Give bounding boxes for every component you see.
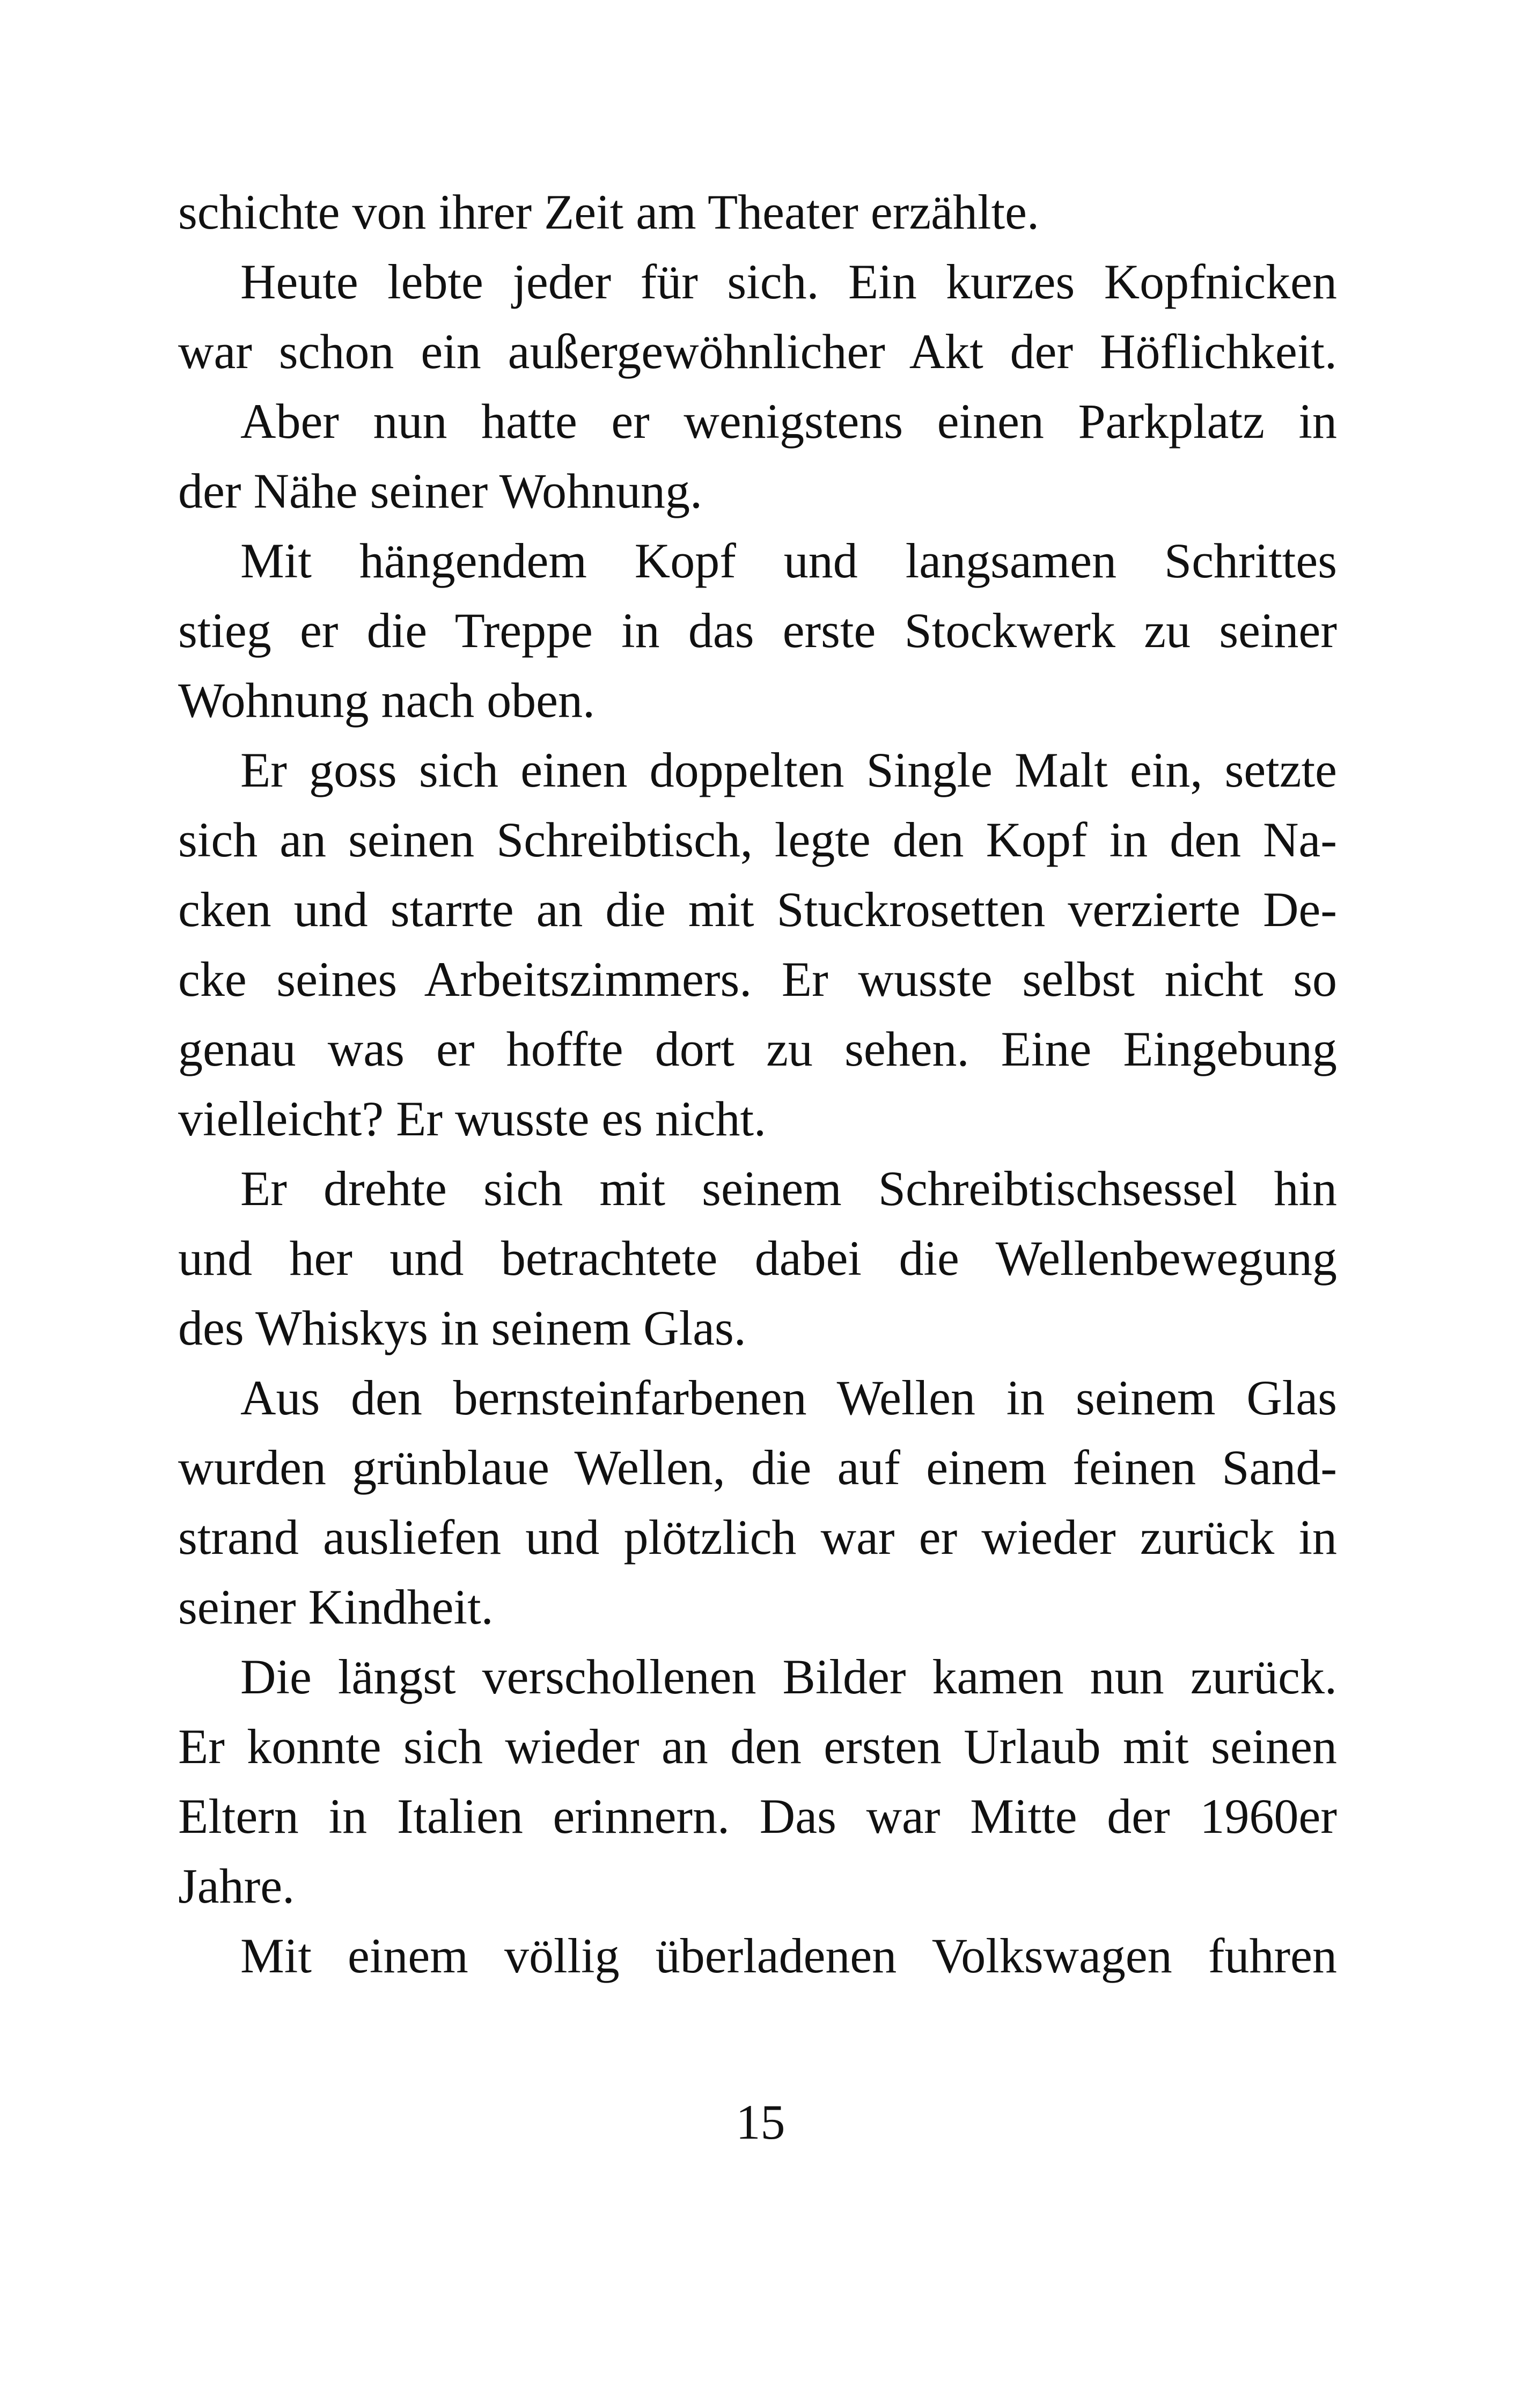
text-line: cke seines Arbeitszimmers. Er wusste selbst nicht so (178, 952, 1337, 1007)
text-line: des Whiskys in seinem Glas. (178, 1301, 746, 1355)
text-line: Eltern in Italien erinnern. Das war Mitte der 1960er (178, 1789, 1337, 1844)
text-line: Die längst verschollenen Bilder kamen nun zurück. (240, 1649, 1337, 1704)
text-line: Heute lebte jeder für sich. Ein kurzes Kopfnicken (240, 254, 1337, 309)
text-line: cken und starrte an die mit Stuckrosetten verzierte De- (178, 882, 1337, 937)
text-line: schichte von ihrer Zeit am Theater erzählte. (178, 185, 1039, 239)
text-line: Wohnung nach oben. (178, 673, 595, 728)
text-line: sich an seinen Schreibtisch, legte den Kopf in den Na- (178, 812, 1337, 867)
text-line: stieg er die Treppe in das erste Stockwerk zu seiner (178, 603, 1337, 658)
text-line: strand ausliefen und plötzlich war er wieder zurück in (178, 1510, 1337, 1565)
text-line: und her und betrachtete dabei die Wellenbewegung (178, 1231, 1337, 1286)
text-line: Mit einem völlig überladenen Volkswagen fuhren (240, 1928, 1337, 1983)
text-line: Aus den bernsteinfarbenen Wellen in seinem Glas (240, 1370, 1337, 1425)
text-line: der Nähe seiner Wohnung. (178, 464, 703, 518)
text-line: Er goss sich einen doppelten Single Malt ein, setzte (240, 743, 1337, 797)
text-line: Aber nun hatte er wenigstens einen Parkplatz in (240, 394, 1337, 449)
text-line: war schon ein außergewöhnlicher Akt der Höflichkeit. (178, 324, 1337, 379)
page-number: 15 (736, 2095, 785, 2149)
text-line: Mit hängendem Kopf und langsamen Schrittes (240, 533, 1337, 588)
text-line: wurden grünblaue Wellen, die auf einem feinen Sand- (178, 1440, 1337, 1495)
text-line: genau was er hoffte dort zu sehen. Eine Eingebung (178, 1022, 1337, 1076)
text-line: vielleicht? Er wusste es nicht. (178, 1091, 767, 1146)
text-line: Jahre. (178, 1859, 295, 1913)
text-line: seiner Kindheit. (178, 1580, 494, 1634)
text-line: Er drehte sich mit seinem Schreibtischsessel hin (240, 1161, 1337, 1216)
text-line: Er konnte sich wieder an den ersten Urlaub mit seinen (178, 1719, 1337, 1774)
